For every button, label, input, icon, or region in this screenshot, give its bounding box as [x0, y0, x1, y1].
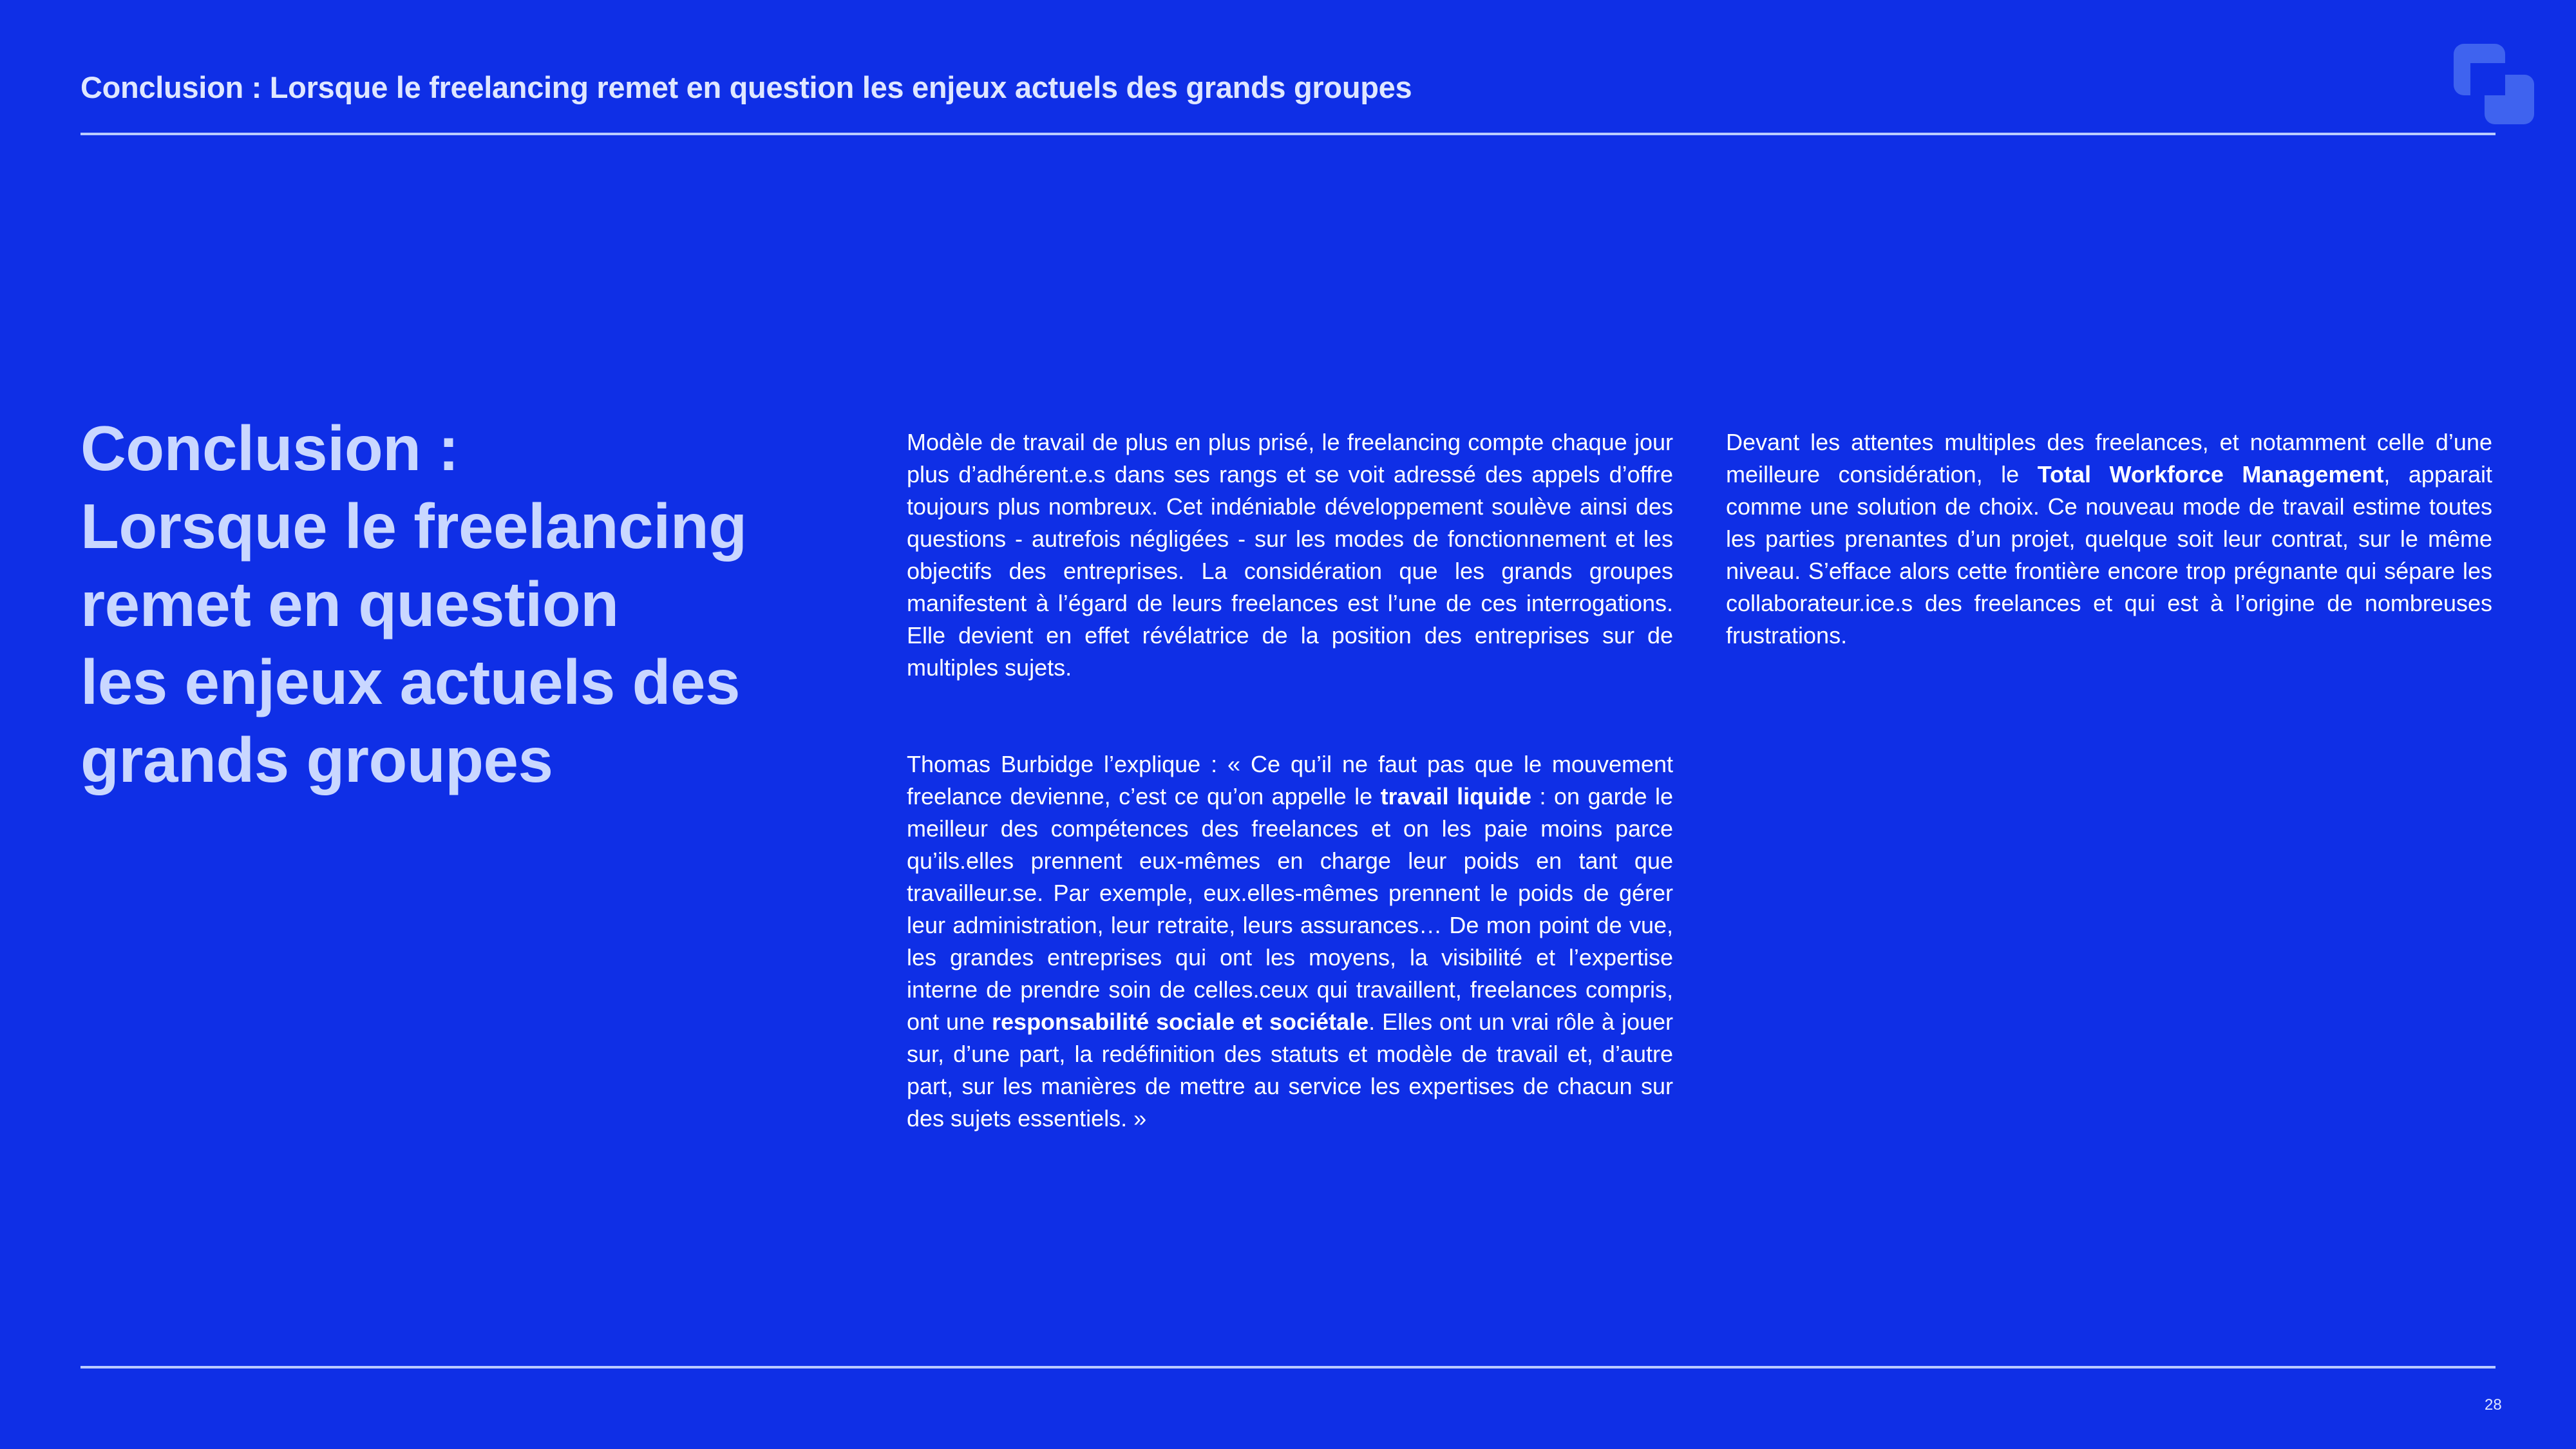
- header-divider: [80, 133, 2496, 135]
- quote-text: Thomas Burbidge l’explique : « Ce qu’il ne faut pas que le mouvement freelance devienne, c’est ce qu’on appelle le: [907, 751, 1673, 810]
- brand-logo-icon: [2454, 44, 2534, 124]
- page-title-line: Lorsque le freelancing: [80, 491, 747, 562]
- footer-divider: [80, 1366, 2496, 1368]
- page-title: [80, 410, 853, 799]
- quote-emphasis-responsabilite: responsabilité sociale et sociétale: [992, 1009, 1369, 1035]
- page-number: 28: [2485, 1396, 2502, 1414]
- intro-paragraph: Modèle de travail de plus en plus prisé, le freelancing compte chaque jour plus d’adhérent.e.s dans ses rangs et se voit adressé des appels d’offre toujours plus nombreux. Cet indéniable développement soulève ainsi des questions - autrefois négligées - sur les modes de fonctionnement et les objectifs des entreprises. La considération que les grands groupes manifestent à l’égard de leurs freelances est l’une de ces interrogations. Elle devient en effet révélatrice de la position des entreprises sur de multiples sujets.: [907, 429, 1673, 681]
- body-column-right: [1726, 426, 2492, 652]
- emphasis-total-workforce-management: Total Workforce Management: [2037, 461, 2384, 488]
- conclusion-paragraph: [1726, 426, 2492, 652]
- quote-emphasis-travail-liquide: travail liquide: [1380, 783, 1532, 810]
- quote-paragraph: [907, 748, 1673, 1135]
- page-title-line: Conclusion :: [80, 413, 459, 484]
- page-title-line: les enjeux actuels des: [80, 647, 740, 717]
- conclusion-text: , apparait comme une solution de choix. Ce nouveau mode de travail estime toutes les parties prenantes d’un projet, quelque soit leur contrat, sur le même niveau. S’efface alors cette frontière encore trop prégnante qui sépare les collaborateur.ice.s des freelances et qui est à l’origine de nombreuses frustrations.: [1726, 461, 2492, 649]
- page-title-line: remet en question: [80, 569, 619, 639]
- quote-text: . Elles ont un vrai rôle à jouer sur, d’une part, la redéfinition des statuts et modèle de travail et, d’autre part, sur les manières de mettre au service les expertises de chacun sur des sujets essentiels. »: [907, 1009, 1673, 1132]
- quote-text: : on garde le meilleur des compétences des freelances et on les paie moins parce qu’ils.elles prennent eux-mêmes en charge leur poids en tant que travailleur.se. Par exemple, eux.elles-mêmes prennent le poids de gérer leur administration, leur retraite, leurs assurances… De mon point de vue, les grandes entreprises qui ont les moyens, la visibilité et l’expertise interne de prendre soin de celles.ceux qui travaillent, freelances compris, ont une: [907, 783, 1673, 1035]
- header-title: Conclusion : Lorsque le freelancing remet en question les enjeux actuels des grands groupes: [80, 70, 1412, 104]
- page-title-line: grands groupes: [80, 724, 553, 795]
- body-column-left: [907, 426, 1673, 1135]
- conclusion-text: Devant les attentes multiples des freelances, et notamment celle d’une meilleure considération, le: [1726, 429, 2492, 488]
